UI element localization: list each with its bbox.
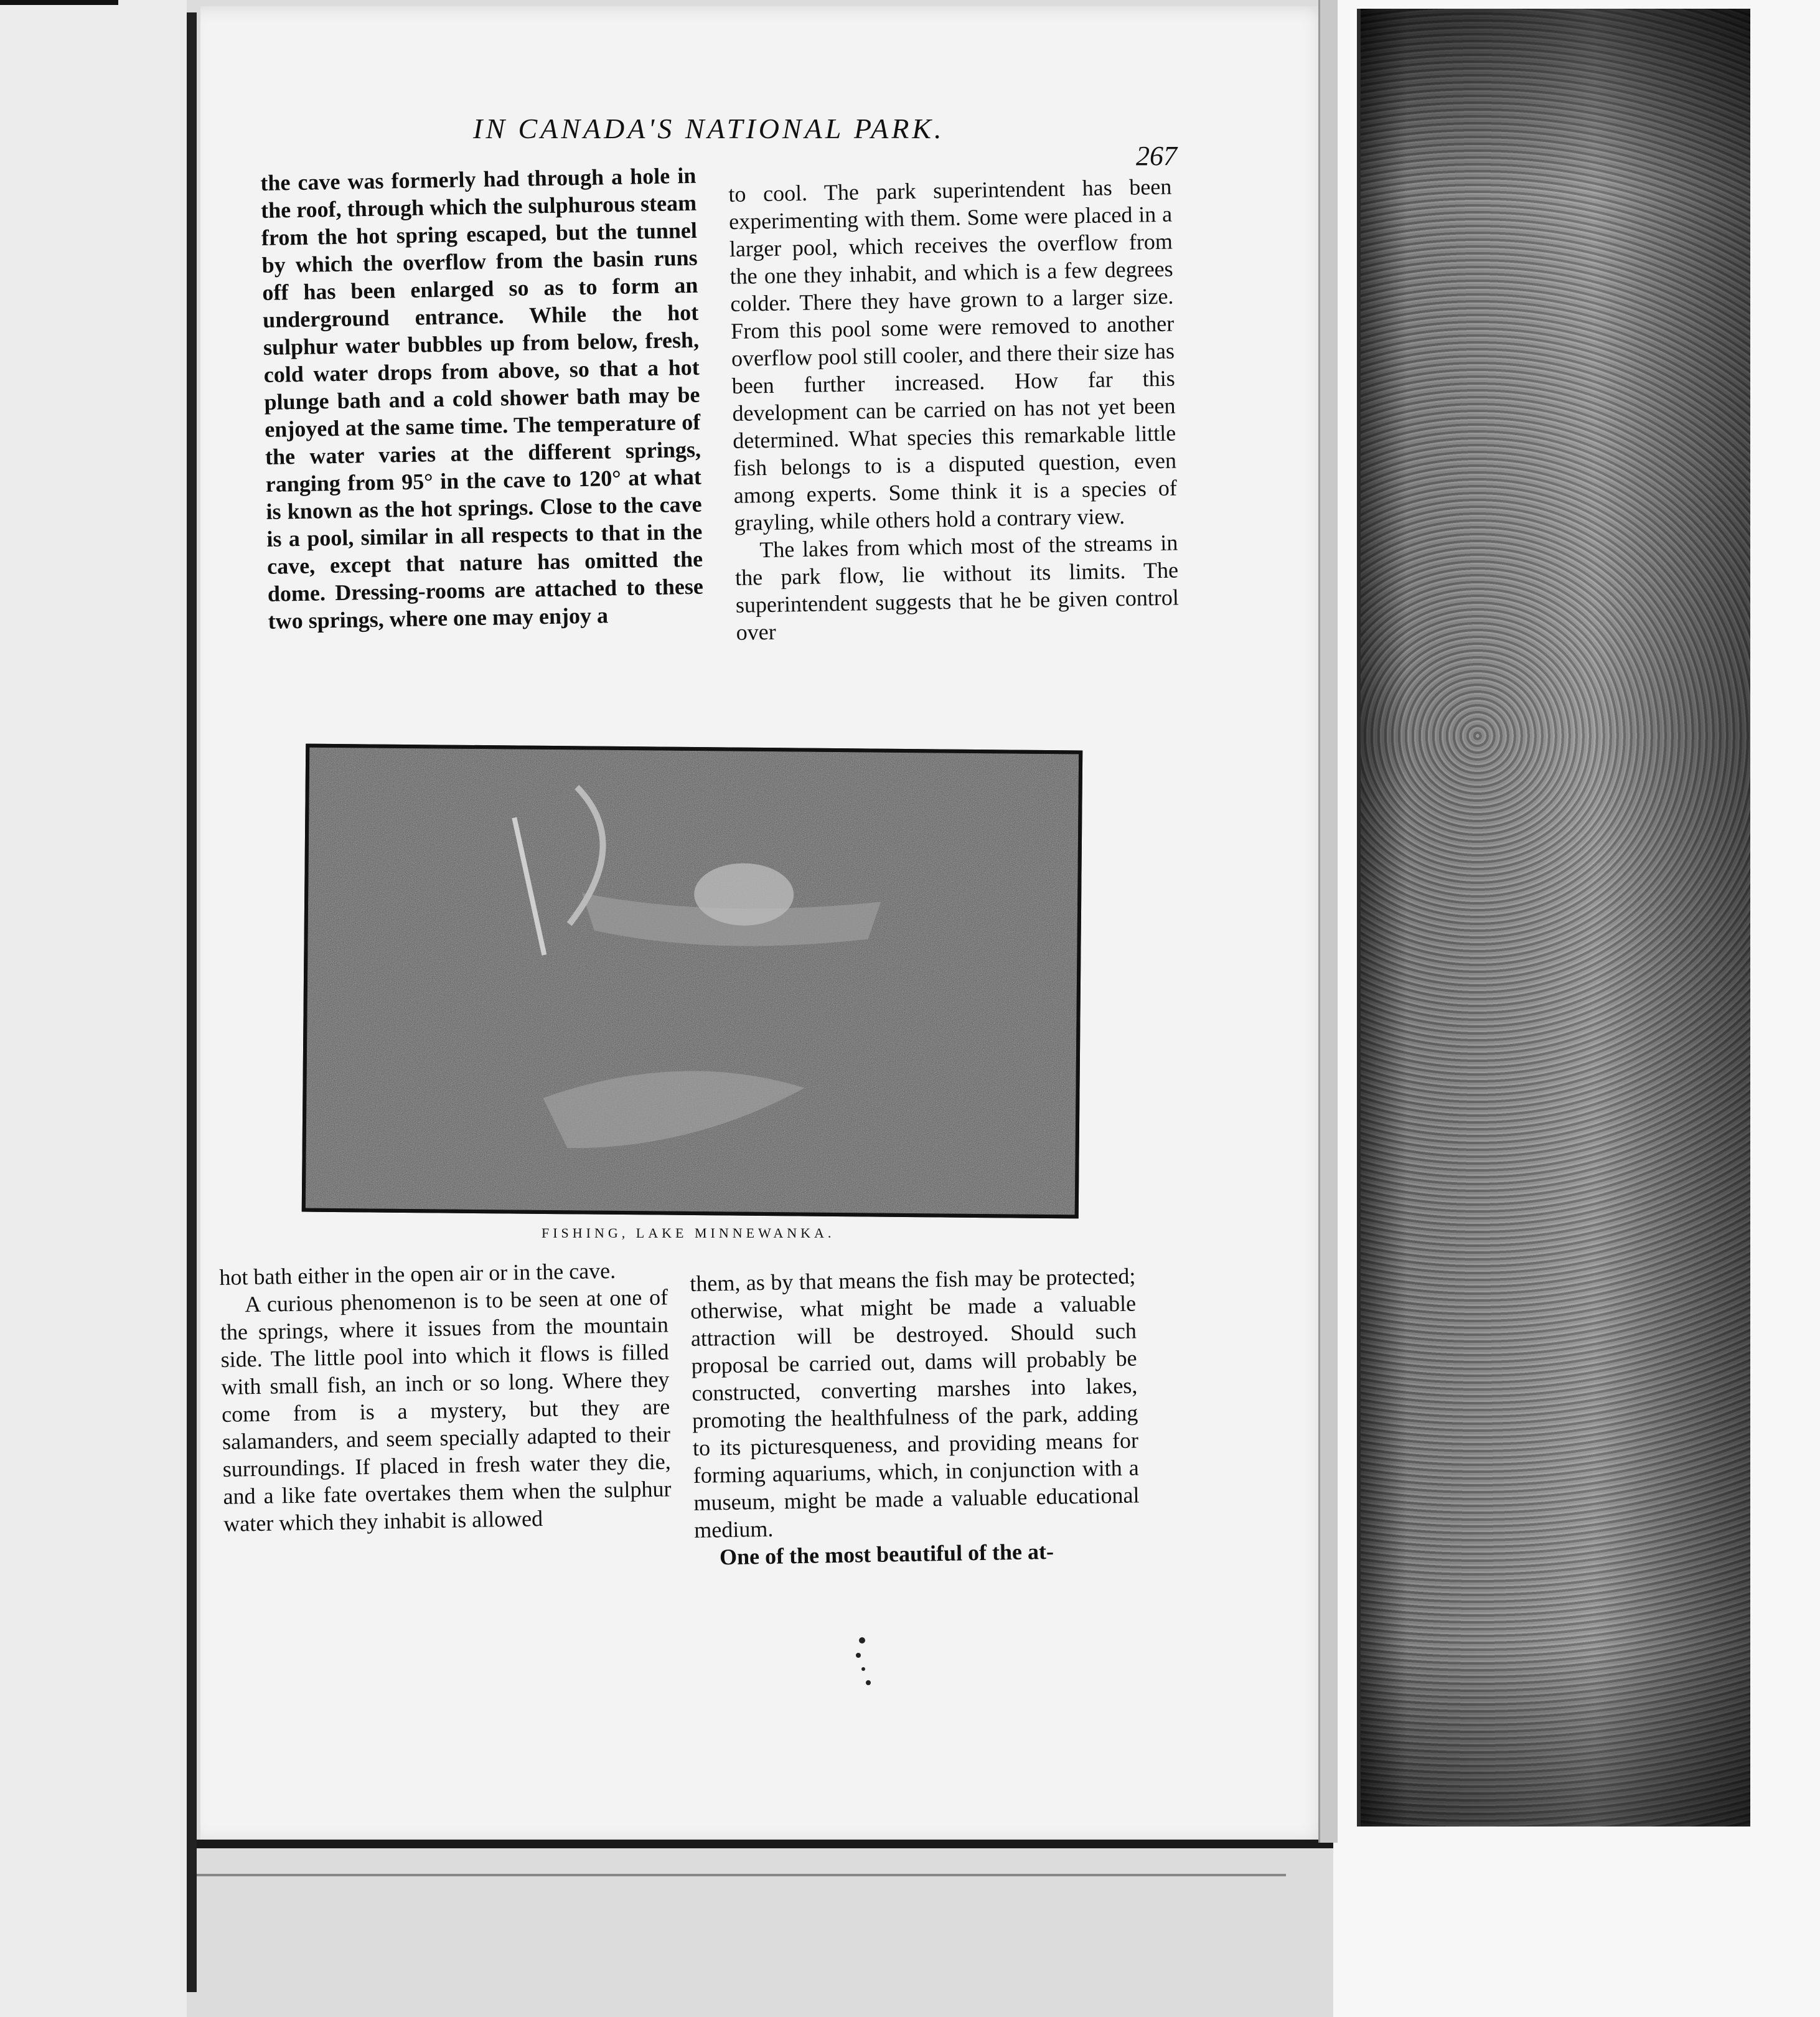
- text-column-bottom-right: [690, 1262, 1140, 1571]
- page-bottom-edge: [197, 1840, 1379, 1848]
- top-edge-mark: [0, 0, 118, 5]
- photo-illustration: [306, 748, 1079, 1215]
- text-column-top-right: [728, 173, 1180, 646]
- paragraph: them, as by that means the fish may be protected; otherwise, what might be made a valuable attraction will be destroyed. Should such proposal be carried out, dams will probably be constructed, converting marshes into lakes, promoting the healthfulness of the park, adding to its picturesqueness, and providing means for forming aquariums, which, in conjunction with a museum, might be made a valuable educational medium.: [690, 1263, 1140, 1543]
- text-column-bottom-left: [219, 1256, 672, 1537]
- paragraph: hot bath either in the open air or in the cave.: [219, 1258, 616, 1290]
- paragraph: One of the most beautiful of the at-: [719, 1538, 1054, 1570]
- running-head: IN CANADA'S NATIONAL PARK.: [473, 113, 945, 144]
- binding-spine: [187, 12, 197, 1992]
- text-column-top-left: [260, 162, 704, 635]
- dark-page-block: [1357, 9, 1750, 1827]
- paragraph: The lakes from which most of the streams in the park flow, lie without its limits. The superintendent suggests that he be given control over: [734, 530, 1180, 645]
- page-number: 267: [1136, 141, 1177, 171]
- paragraph: the cave was formerly had through a hole in the roof, through which the sulphurous steam from the hot spring escaped, but the tunnel by which the overflow from the basin runs off has been enlarged so as to form an underground entrance. While the hot sulphur water bubbles up from below, fresh, cold water drops from above, so that a hot plunge bath and a cold shower bath may be enjoyed at the same time. The temperature of the water varies at the different springs, ranging from 95° in the cave to 120° at what is known as the hot springs. Close to the cave is a pool, similar in all respects to that in the cave, except that nature has omitted the dome. Dressing-rooms are attached to these two springs, where one may enjoy a: [260, 162, 704, 634]
- figure-caption: FISHING, LAKE MINNEWANKA.: [542, 1225, 835, 1241]
- page-bottom-shadow: [197, 1874, 1286, 1876]
- adjacent-page-edge: [1318, 0, 1338, 1843]
- figure-photo: [302, 744, 1083, 1219]
- paragraph: to cool. The park superintendent has been experimenting with them. Some were placed in a larger pool, which receives the overflow from the one they inhabit, and which is a few degrees colder. There they have grown to a larger size. From this pool some were removed to another overflow pool still cooler, and there their size has been further increased. How far this development can be carried on has not yet been determined. What species this remarkable little fish belongs to is a disputed question, even among experts. Some think it is a species of grayling, while others hold a contrary view.: [728, 174, 1178, 535]
- ink-blot-mark: [850, 1634, 875, 1690]
- facing-page-margin: [0, 0, 187, 2017]
- paragraph: A curious phenomenon is to be seen at one of the springs, where it issues from the mountain side. The little pool into which it flows is filled with small fish, an inch or so long. Where they come from is a mystery, but they are salamanders, and seem specially adapted to their surroundings. If placed in fresh water they die, and a like fate overtakes them when the sulphur water which they inhabit is allowed: [220, 1284, 672, 1536]
